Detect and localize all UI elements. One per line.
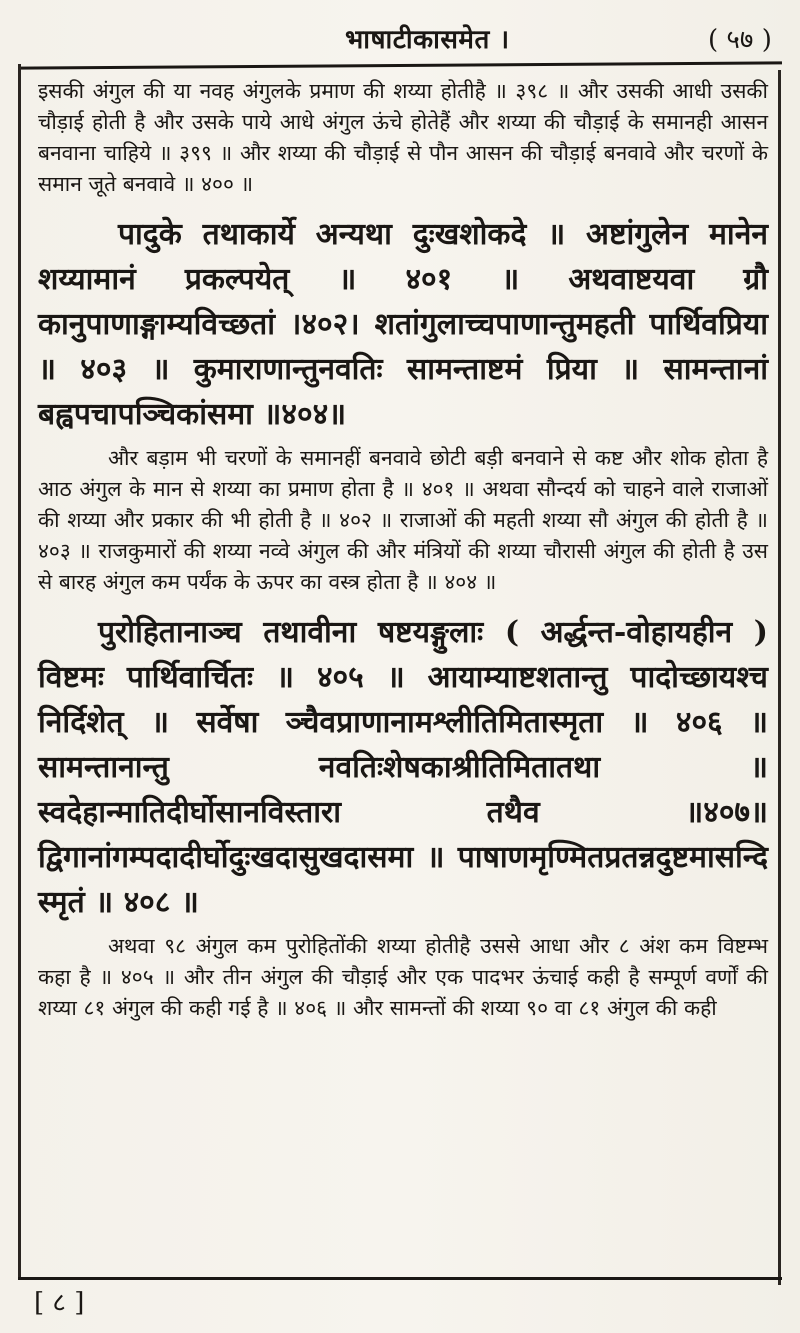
commentary-paragraph-1: इसकी अंगुल की या नवह अंगुलके प्रमाण की शय्या होतीहै ॥ ३९८ ॥ और उसकी आधी उसकी चौड़ाई होती है और उसके पाये आधे अंगुल ऊंचे होतेहैं और शय्या की चौड़ाई के समानही आसन बनवाना चाहिये ॥ ३९९ ॥ और शय्या की चौड़ाई से पौन आसन की चौड़ाई बनवावे और चरणों के समान जूते बनवावे ॥ ४०० ॥ bbox=[38, 79, 768, 196]
verse-block-2: पुरोहितानाञ्च तथावीना षष्टयङ्गुलाः ( अर्द्धन्त-वोहायहीन ) विष्टमः पार्थिवार्चितः ॥ ४०५ ॥ आयाम्याष्टशतान्तु पादोच्छायश्च निर्दिशेत् ॥ सर्वेषा ञ्चैवप्राणानामश्लीतिमितास्मृता ॥ ४०६ ॥ सामन्तानान्तु नवतिःशेषकाश्रीतिमितातथा ॥ स्वदेहान्मातिदीर्घोसानविस्तारा तथैव ॥४०७॥ द्विगानांगम्पदादीर्घोदुःखदासुखदासमा ॥ पाषाणमृण्मितप्रतन्नदुष्टमासन्दि स्मृतं ॥ ४०८ ॥ bbox=[38, 615, 768, 920]
verse-block-1: पादुके तथाकार्ये अन्यथा दुःखशोकदे ॥ अष्टांगुलेन मानेन शय्यामानं प्रकल्पयेत् ॥ ४०१ ॥ अथवाष्टयवा ग्रौ कानुपाणाङ्गाम्यविच्छतां ।४०२। शतांगुलाच्चपाणान्तुमहती पार्थिवप्रिया ॥ ४०३ ॥ कुमाराणान्तुनवतिः सामन्ताष्टमं प्रिया ॥ सामन्तानां बह्वपचापञ्चिकांसमा ॥४०४॥ bbox=[38, 217, 768, 432]
right-border-rule bbox=[778, 70, 781, 1285]
running-title: भाषाटीकासमेत । bbox=[345, 25, 510, 55]
commentary-paragraph-3: अथवा ९८ अंगुल कम पुरोहितोंकी शय्या होतीहै उससे आधा और ८ अंश कम विष्टम्भ कहा है ॥ ४०५ ॥ और तीन अंगुल की चौड़ाई और एक पादभर ऊंचाई कही है सम्पूर्ण वर्णों की शय्या ८१ अंगुल की कही गई है ॥ ४०६ ॥ और सामन्तों की शय्या ९० वा ८१ अंगुल की कही bbox=[38, 934, 768, 1020]
left-border-rule bbox=[18, 64, 21, 1279]
page-header bbox=[0, 20, 800, 68]
page-content bbox=[38, 74, 768, 1024]
bottom-rule bbox=[18, 1277, 782, 1280]
signature-mark: [ ८ ] bbox=[34, 1288, 85, 1318]
page-number: ( ५७ ) bbox=[708, 25, 772, 55]
commentary-paragraph-2: और बड़ाम भी चरणों के समानहीं बनवावे छोटी बड़ी बनवाने से कष्ट और शोक होता है आठ अंगुल के मान से शय्या का प्रमाण होता है ॥ ४०१ ॥ अथवा सौन्दर्य को चाहने वाले राजाओं की शय्या और प्रकार की भी होती है ॥ ४०२ ॥ राजाओं की महती शय्या सौ अंगुल की होती है ॥ ४०३ ॥ राजकुमारों की शय्या नव्वे अंगुल की और मंत्रियों की शय्या चौरासी अंगुल की होती है उस से बारह अंगुल कम पर्यंक के ऊपर का वस्त्र होता है ॥ ४०४ ॥ bbox=[38, 446, 768, 594]
